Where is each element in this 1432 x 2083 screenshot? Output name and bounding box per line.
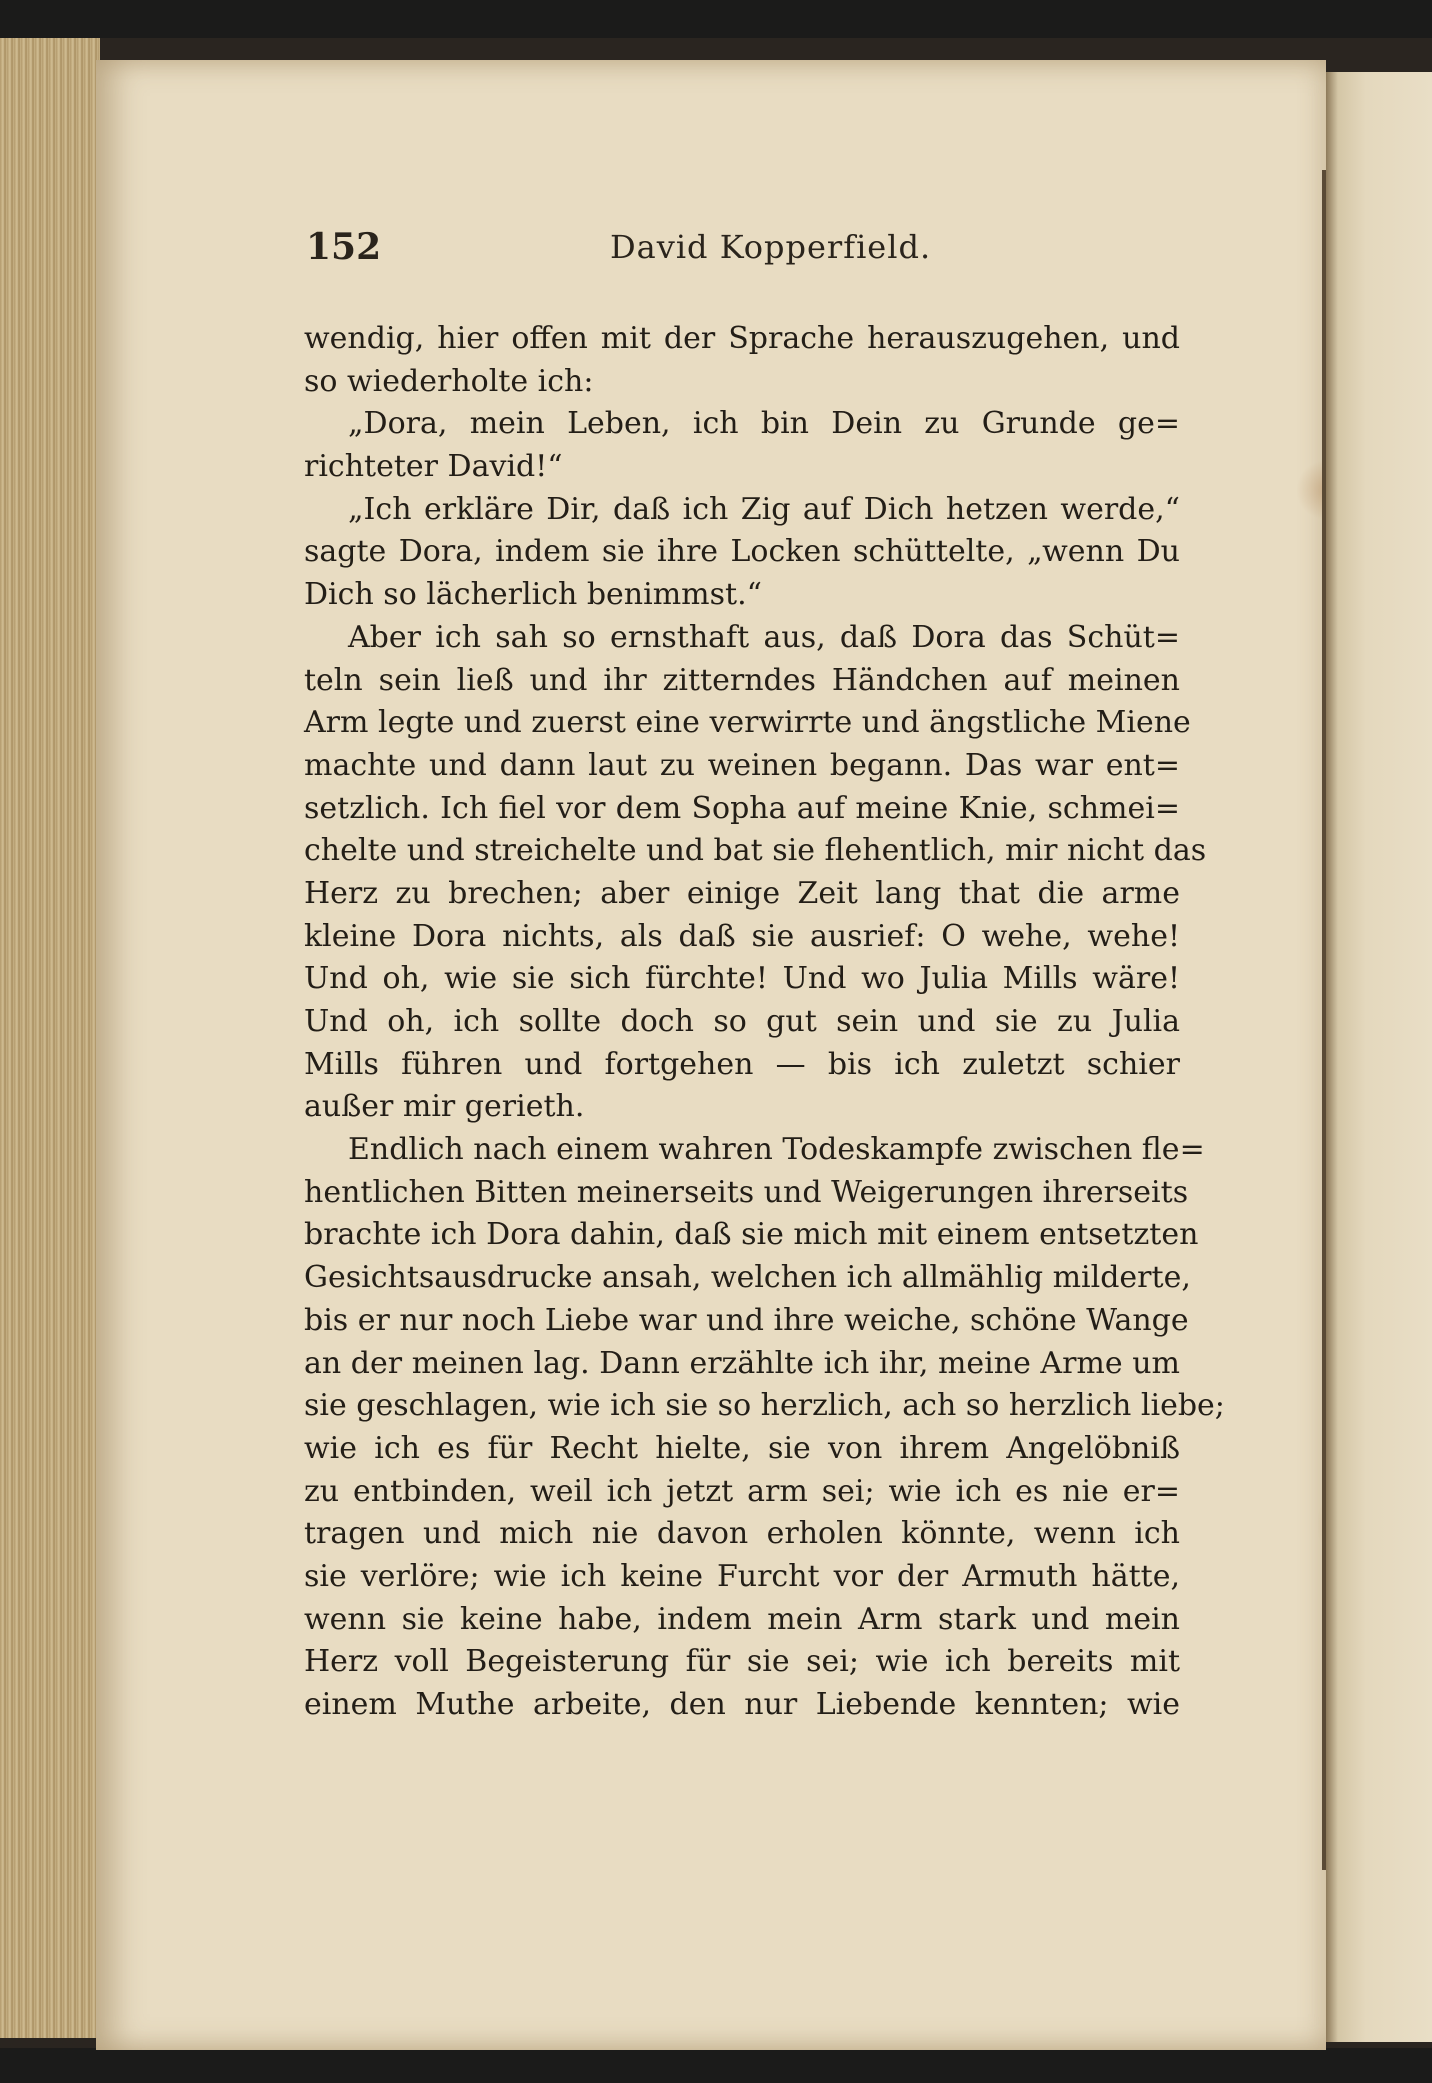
text-line: einem Muthe arbeite, den nur Liebende kennten; wie bbox=[304, 1687, 1180, 1722]
text-line: sie verlöre; wie ich keine Furcht vor der Armuth hätte, bbox=[304, 1558, 1180, 1594]
body-text bbox=[304, 318, 1225, 1727]
text-line: Endlich nach einem wahren Todeskampfe zwischen fle= bbox=[348, 1132, 1205, 1168]
text-line: „Dora, mein Leben, ich bin Dein zu Grunde ge= bbox=[348, 406, 1180, 442]
text-line: Herz zu brechen; aber einige Zeit lang that die arme bbox=[304, 875, 1180, 911]
text-line: Mills führen und fortgehen — bis ich zuletzt schier bbox=[304, 1046, 1180, 1082]
text-line: „Ich erkläre Dir, daß ich Zig auf Dich hetzen werde,“ bbox=[348, 491, 1180, 527]
page-stack-edges bbox=[0, 38, 100, 2038]
text-line: so wiederholte ich: bbox=[304, 363, 594, 399]
text-line: an der meinen lag. Dann erzählte ich ihr, meine Arme um bbox=[304, 1345, 1180, 1381]
text-line: sagte Dora, indem sie ihre Locken schüttelte, „wenn Du bbox=[304, 534, 1180, 570]
text-line: wie ich es für Recht hielte, sie von ihrem Angelöbniß bbox=[304, 1430, 1180, 1466]
text-line: Arm legte und zuerst eine verwirrte und ängstliche Miene bbox=[304, 705, 1191, 741]
text-line: wenn sie keine habe, indem mein Arm stark und mein bbox=[304, 1601, 1180, 1637]
text-line: setzlich. Ich fiel vor dem Sopha auf meine Knie, schmei= bbox=[304, 790, 1180, 826]
page-number: 152 bbox=[306, 226, 382, 268]
text-line: Und oh, wie sie sich fürchte! Und wo Julia Mills wäre! bbox=[304, 961, 1180, 997]
text-line: Herz voll Begeisterung für sie sei; wie ich bereits mit bbox=[304, 1644, 1180, 1680]
text-line: hentlichen Bitten meinerseits und Weigerungen ihrerseits bbox=[304, 1174, 1189, 1210]
text-line: Und oh, ich sollte doch so gut sein und sie zu Julia bbox=[304, 1004, 1180, 1039]
text-line: chelte und streichelte und bat sie flehentlich, mir nicht das bbox=[304, 833, 1207, 869]
text-line: machte und dann laut zu weinen begann. Das war ent= bbox=[304, 747, 1180, 783]
text-line: zu entbinden, weil ich jetzt arm sei; wie ich es nie er= bbox=[304, 1473, 1180, 1509]
text-line: kleine Dora nichts, als daß sie ausrief: O wehe, wehe! bbox=[304, 918, 1180, 954]
page-header bbox=[306, 226, 1186, 282]
text-line: Gesichtsausdrucke ansah, welchen ich allmählig milderte, bbox=[304, 1260, 1191, 1296]
text-line: Dich so lächerlich benimmst.“ bbox=[304, 577, 762, 613]
facing-page-edge bbox=[1326, 72, 1432, 2042]
text-line: wendig, hier offen mit der Sprache herauszugehen, und bbox=[304, 321, 1180, 356]
text-line: bis er nur noch Liebe war und ihre weiche, schöne Wange bbox=[304, 1302, 1189, 1338]
text-line: teln sein ließ und ihr zitterndes Händchen auf meinen bbox=[304, 662, 1180, 698]
text-line: richteter David!“ bbox=[304, 449, 563, 485]
text-line: sie geschlagen, wie ich sie so herzlich, ach so herzlich liebe; bbox=[304, 1388, 1225, 1424]
running-title: David Kopperfield. bbox=[610, 228, 932, 266]
text-line: tragen und mich nie davon erholen könnte, wenn ich bbox=[304, 1516, 1180, 1552]
text-line: außer mir gerieth. bbox=[304, 1089, 585, 1125]
text-line: Aber ich sah so ernsthaft aus, daß Dora das Schüt= bbox=[348, 619, 1180, 655]
text-line: brachte ich Dora dahin, daß sie mich mit einem entsetzten bbox=[304, 1217, 1199, 1253]
